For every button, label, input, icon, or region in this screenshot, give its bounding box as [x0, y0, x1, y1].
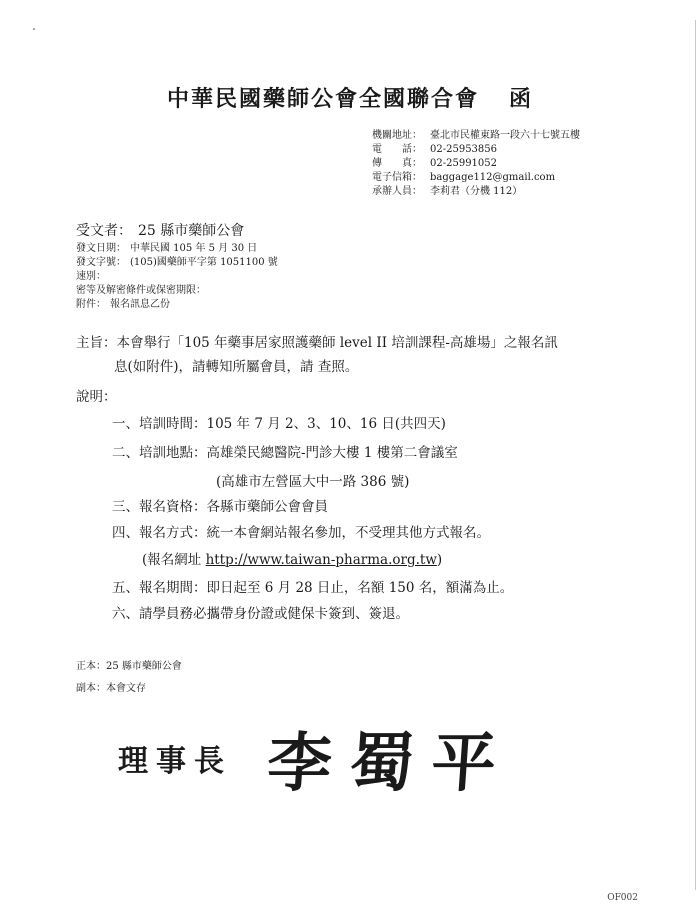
scan-speck — [33, 28, 35, 30]
item-training-location: 二、培訓地點：高雄榮民總醫院-門診大樓 1 樓第二會議室 — [112, 445, 458, 461]
sender-phone: 電 話： 02-25953856 — [372, 144, 498, 155]
document-number: 發文字號： (105)國藥師平字第 1051100 號 — [76, 257, 278, 268]
sender-info — [372, 129, 580, 199]
item-location-address: (高雄市左營區大中一路 386 號) — [216, 474, 410, 490]
form-code: OF002 — [607, 893, 638, 903]
signature-block — [118, 712, 538, 802]
sender-email: 電子信箱： baggage112@gmail.com — [372, 172, 556, 183]
registration-url-line: (報名網址 http://www.taiwan-pharma.org.tw) — [142, 552, 443, 568]
carbon-copy: 副本：本會文存 — [76, 683, 146, 694]
item-registration-method: 四、報名方式：統一本會網站報名參加，不受理其他方式報名。 — [112, 525, 490, 541]
original-copy: 正本：25 縣市藥師公會 — [76, 661, 182, 672]
sender-contact-person: 承辦人員： 李莉君（分機 112） — [372, 186, 523, 197]
subject-line-1: 主旨：本會舉行「105 年藥事居家照護藥師 level II 培訓課程-高雄場」之報名訊 — [76, 335, 558, 351]
urgency: 速別： — [76, 271, 106, 282]
explanation-label: 說明： — [76, 389, 117, 405]
scan-edge-line — [695, 20, 696, 890]
subject-label: 主旨： — [76, 335, 117, 351]
subject-line-2: 息(如附件)，請轉知所屬會員，請 查照。 — [114, 359, 359, 375]
confidentiality: 密等及解密條件或保密期限： — [76, 285, 206, 296]
item-eligibility: 三、報名資格：各縣市藥師公會會員 — [112, 499, 328, 515]
subject — [76, 331, 636, 379]
attachment: 附件： 報名訊息乙份 — [76, 299, 170, 310]
signatory-name: 李蜀平 — [264, 726, 517, 801]
item-training-time: 一、培訓時間：105 年 7 月 2、3、10、16 日(共四天) — [112, 416, 446, 432]
sender-address: 機關地址： 臺北市民權東路一段六十七號五樓 — [372, 130, 580, 141]
item-attendance-note: 六、請學員務必攜帶身份證或健保卡簽到、簽退。 — [112, 606, 409, 622]
recipient: 受文者： 25 縣市藥師公會 — [76, 223, 245, 239]
organization-name: 中華民國藥師公會全國聯合會 — [166, 86, 479, 112]
item-registration-period: 五、報名期間：即日起至 6 月 28 日止，名額 150 名，額滿為止。 — [112, 580, 514, 596]
signatory-title: 理事長 — [118, 744, 232, 779]
registration-link[interactable]: http://www.taiwan-pharma.org.tw — [205, 552, 437, 568]
sender-fax: 傳 真： 02-25991052 — [372, 158, 498, 169]
issue-date: 發文日期： 中華民國 105 年 5 月 30 日 — [76, 243, 258, 254]
document-title — [0, 82, 700, 113]
distribution-list — [76, 656, 182, 700]
document-meta — [76, 222, 278, 312]
document-type: 函 — [509, 86, 534, 112]
